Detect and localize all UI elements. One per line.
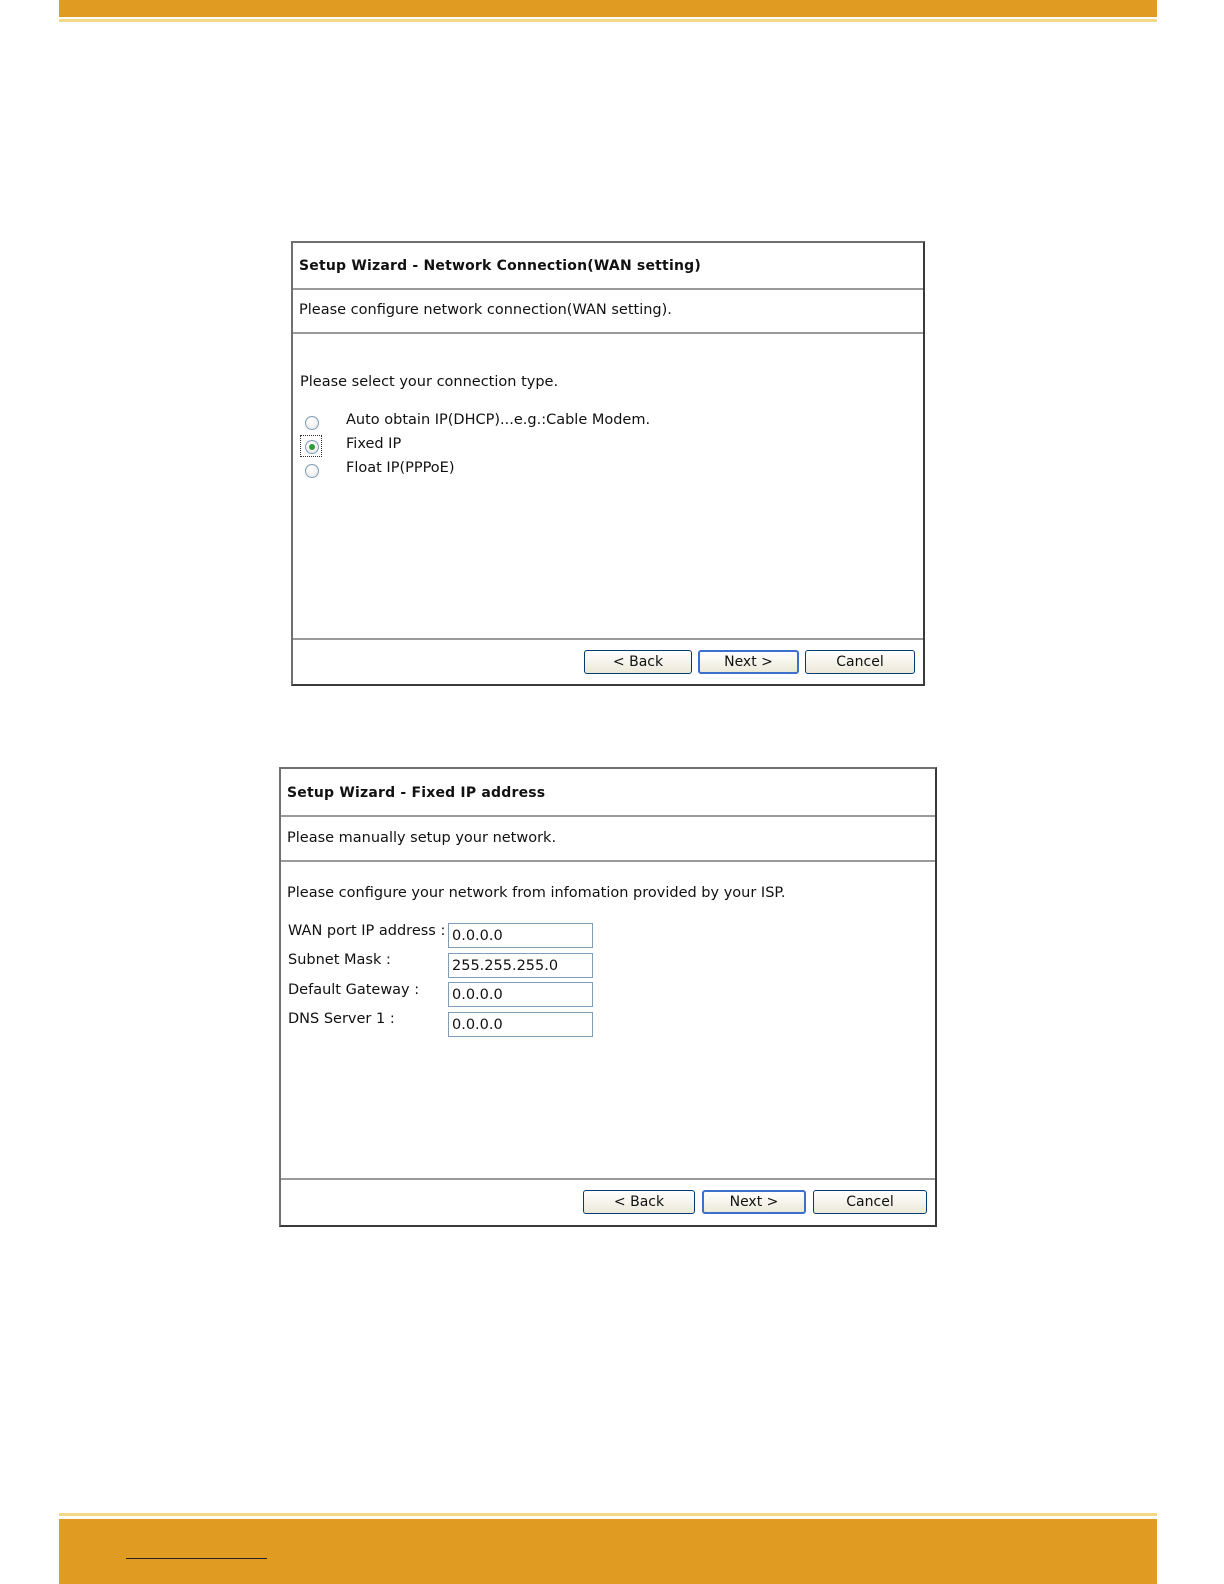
dialog-title-bar	[293, 243, 923, 290]
isp-prompt: Please configure your network from infomation provided by your ISP.	[287, 885, 786, 901]
option-fixed-ip[interactable]	[293, 435, 923, 457]
radio-dhcp[interactable]	[305, 416, 319, 430]
radio-pppoe[interactable]	[305, 464, 319, 478]
dialog-button-bar	[293, 640, 923, 684]
dialog-description: Please manually setup your network.	[287, 830, 557, 846]
cancel-button[interactable]: Cancel	[813, 1190, 927, 1214]
next-button[interactable]: Next >	[702, 1190, 806, 1214]
wan-ip-input[interactable]	[448, 923, 593, 948]
connection-type-prompt: Please select your connection type.	[300, 374, 559, 390]
cancel-button[interactable]: Cancel	[805, 650, 915, 674]
dialog-title: Setup Wizard - Network Connection(WAN setting)	[299, 258, 701, 274]
next-button[interactable]: Next >	[698, 650, 799, 674]
back-button[interactable]: < Back	[584, 650, 692, 674]
header-band	[59, 0, 1157, 17]
radio-fixed-ip[interactable]	[305, 440, 319, 454]
subnet-mask-input[interactable]	[448, 953, 593, 978]
fixed-ip-dialog	[279, 767, 937, 1227]
dialog-description: Please configure network connection(WAN setting).	[299, 302, 672, 318]
option-pppoe[interactable]	[293, 459, 923, 481]
option-dhcp-label[interactable]: Auto obtain IP(DHCP)...e.g.:Cable Modem.	[346, 412, 651, 428]
wan-setting-dialog	[291, 241, 925, 686]
dialog-description-bar	[281, 817, 935, 862]
dialog-body	[293, 334, 923, 640]
dialog-title-bar	[281, 769, 935, 817]
default-gateway-input[interactable]	[448, 982, 593, 1007]
dialog-body	[281, 862, 935, 1180]
default-gateway-label: Default Gateway :	[288, 982, 420, 998]
option-fixed-ip-label[interactable]: Fixed IP	[346, 436, 402, 452]
dns-server-label: DNS Server 1 :	[288, 1011, 395, 1027]
dialog-title: Setup Wizard - Fixed IP address	[287, 785, 546, 801]
dialog-button-bar	[281, 1180, 935, 1225]
footer-rule-top	[59, 1513, 1157, 1516]
subnet-mask-label: Subnet Mask :	[288, 952, 391, 968]
option-dhcp[interactable]	[293, 411, 923, 433]
header-rule	[59, 19, 1157, 22]
dns-server-input[interactable]	[448, 1012, 593, 1037]
option-pppoe-label[interactable]: Float IP(PPPoE)	[346, 460, 455, 476]
footer-underline	[126, 1558, 267, 1559]
footer-band	[59, 1519, 1157, 1584]
dialog-description-bar	[293, 290, 923, 334]
back-button[interactable]: < Back	[583, 1190, 695, 1214]
wan-ip-label: WAN port IP address :	[288, 923, 446, 939]
